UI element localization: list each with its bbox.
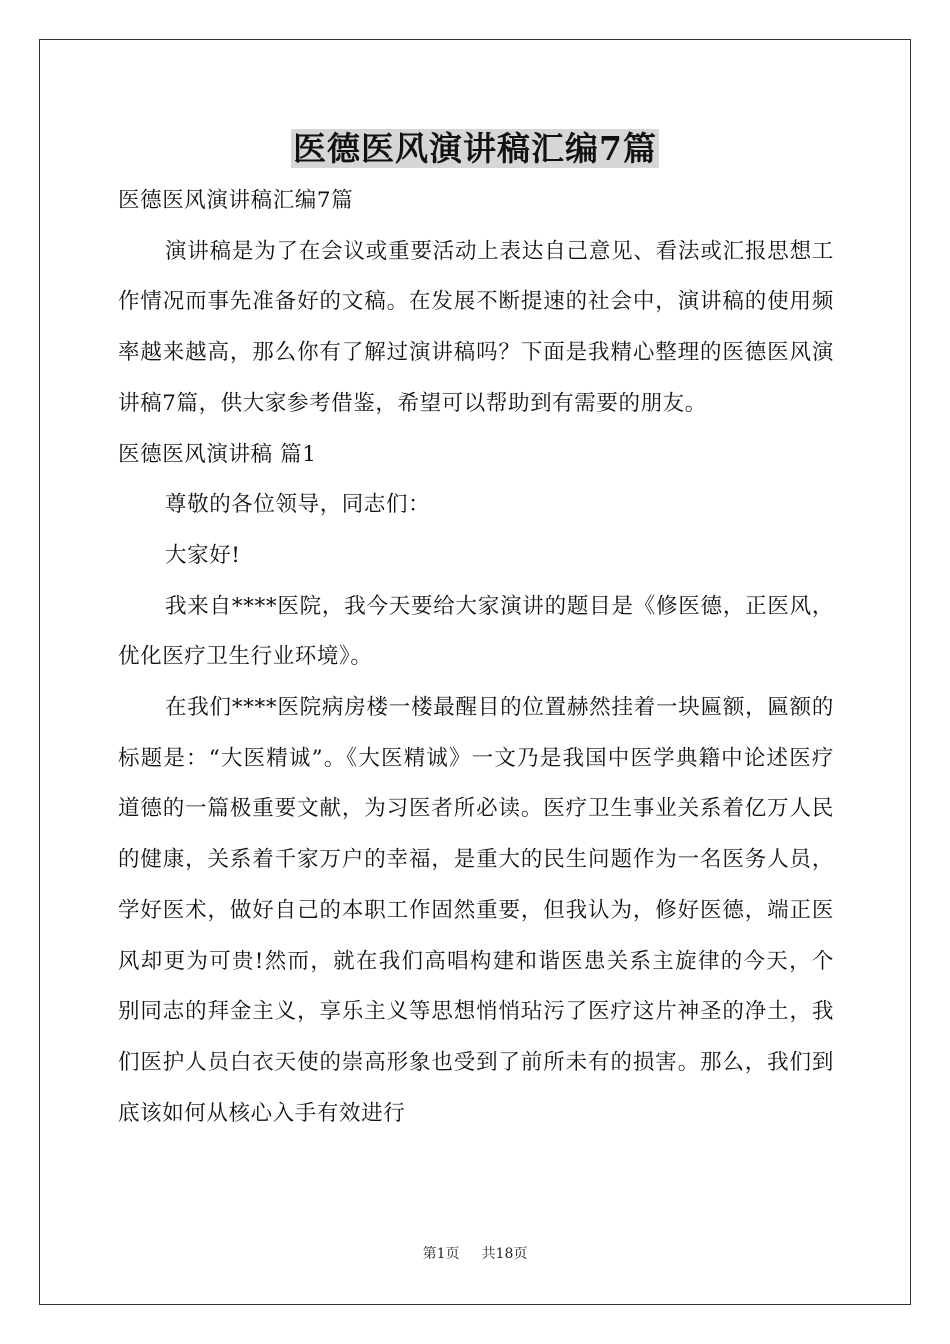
page-number: 第1页 <box>422 1246 460 1262</box>
paragraph-subtitle: 医德医风演讲稿汇编7篇 <box>118 188 354 213</box>
page-total: 共18页 <box>481 1246 528 1262</box>
document-body <box>118 176 834 1139</box>
paragraph-salutation: 尊敬的各位领导，同志们： <box>165 492 431 518</box>
paragraph-speech-topic: 我来自****医院，我今天要给大家演讲的题目是《修医德，正医风，优化医疗卫生行业环境》。 <box>118 593 834 670</box>
section-heading: 医德医风演讲稿 篇1 <box>118 441 317 467</box>
page-footer <box>0 1244 950 1264</box>
paragraph-greeting: 大家好! <box>165 542 241 568</box>
document-title-text: 医德医风演讲稿汇编7篇 <box>293 129 657 168</box>
document-title <box>0 126 950 172</box>
paragraph-intro: 演讲稿是为了在会议或重要活动上表达自己意见、看法或汇报思想工作情况而事先准备好的文稿。在发展不断提速的社会中，演讲稿的使用频率越来越高，那么你有了解过演讲稿吗？下面是我精心整理的医德医风演讲稿7篇，供大家参考借鉴，希望可以帮助到有需要的朋友。 <box>118 238 834 416</box>
paragraph-body: 在我们****医院病房楼一楼最醒目的位置赫然挂着一块匾额，匾额的标题是：“大医精诚”。《大医精诚》一文乃是我国中医学典籍中论述医疗道德的一篇极重要文献，为习医者所必读。医疗卫生事业关系着亿万人民的健康，关系着千家万户的幸福，是重大的民生问题作为一名医务人员，学好医术，做好自己的本职工作固然重要，但我认为，修好医德，端正医风却更为可贵!然而，就在我们高唱构建和谐医患关系主旋律的今天，个别同志的拜金主义，享乐主义等思想悄悄玷污了医疗这片神圣的净土，我们医护人员白衣天使的崇高形象也受到了前所未有的损害。那么，我们到底该如何从核心入手有效进行 <box>118 695 834 1126</box>
